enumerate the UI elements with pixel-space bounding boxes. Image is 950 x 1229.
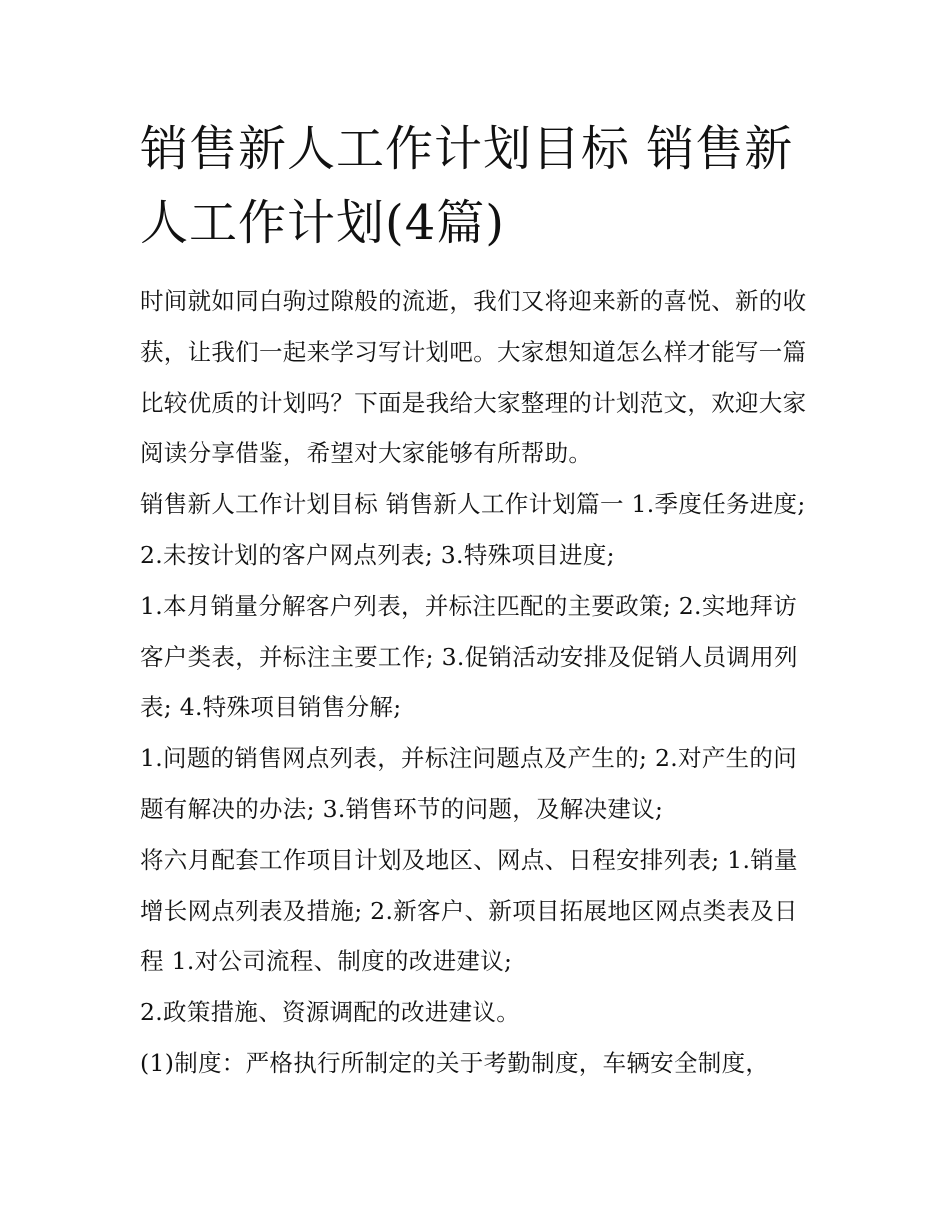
paragraph-monthly-sales: 1.本月销量分解客户列表，并标注匹配的主要政策; 2.实地拜访客户类表，并标注主要工作; 3.促销活动安排及促销人员调用列表; 4.特殊项目销售分解; xyxy=(140,591,798,722)
paragraph-regulations: (1)制度：严格执行所制定的关于考勤制度，车辆安全制度， xyxy=(140,1048,770,1077)
document-title: 销售新人工作计划目标 销售新人工作计划(4篇) xyxy=(140,121,794,251)
paragraph-intro: 时间就如同白驹过隙般的流逝，我们又将迎来新的喜悦、新的收获，让我们一起来学习写计划吧。大家想知道怎么样才能写一篇比较优质的计划吗？下面是我给大家整理的计划范文，欢迎大家阅读分享借鉴，希望对大家能够有所帮助。 xyxy=(140,287,807,468)
paragraph-plan-part-one: 销售新人工作计划目标 销售新人工作计划篇一 1.季度任务进度; 2.未按计划的客户网点列表; 3.特殊项目进度; xyxy=(140,490,806,569)
paragraph-problems: 1.问题的销售网点列表，并标注问题点及产生的; 2.对产生的问题有解决的办法; 3.销售环节的问题，及解决建议; xyxy=(140,744,798,823)
document-body xyxy=(140,276,820,1089)
paragraph-policy-suggestions: 2.政策措施、资源调配的改进建议。 xyxy=(140,998,521,1027)
paragraph-june-plan: 将六月配套工作项目计划及地区、网点、日程安排列表; 1.销量增长网点列表及措施; 2.新客户、新项目拓展地区网点类表及日程 1.对公司流程、制度的改进建议; xyxy=(140,845,798,976)
